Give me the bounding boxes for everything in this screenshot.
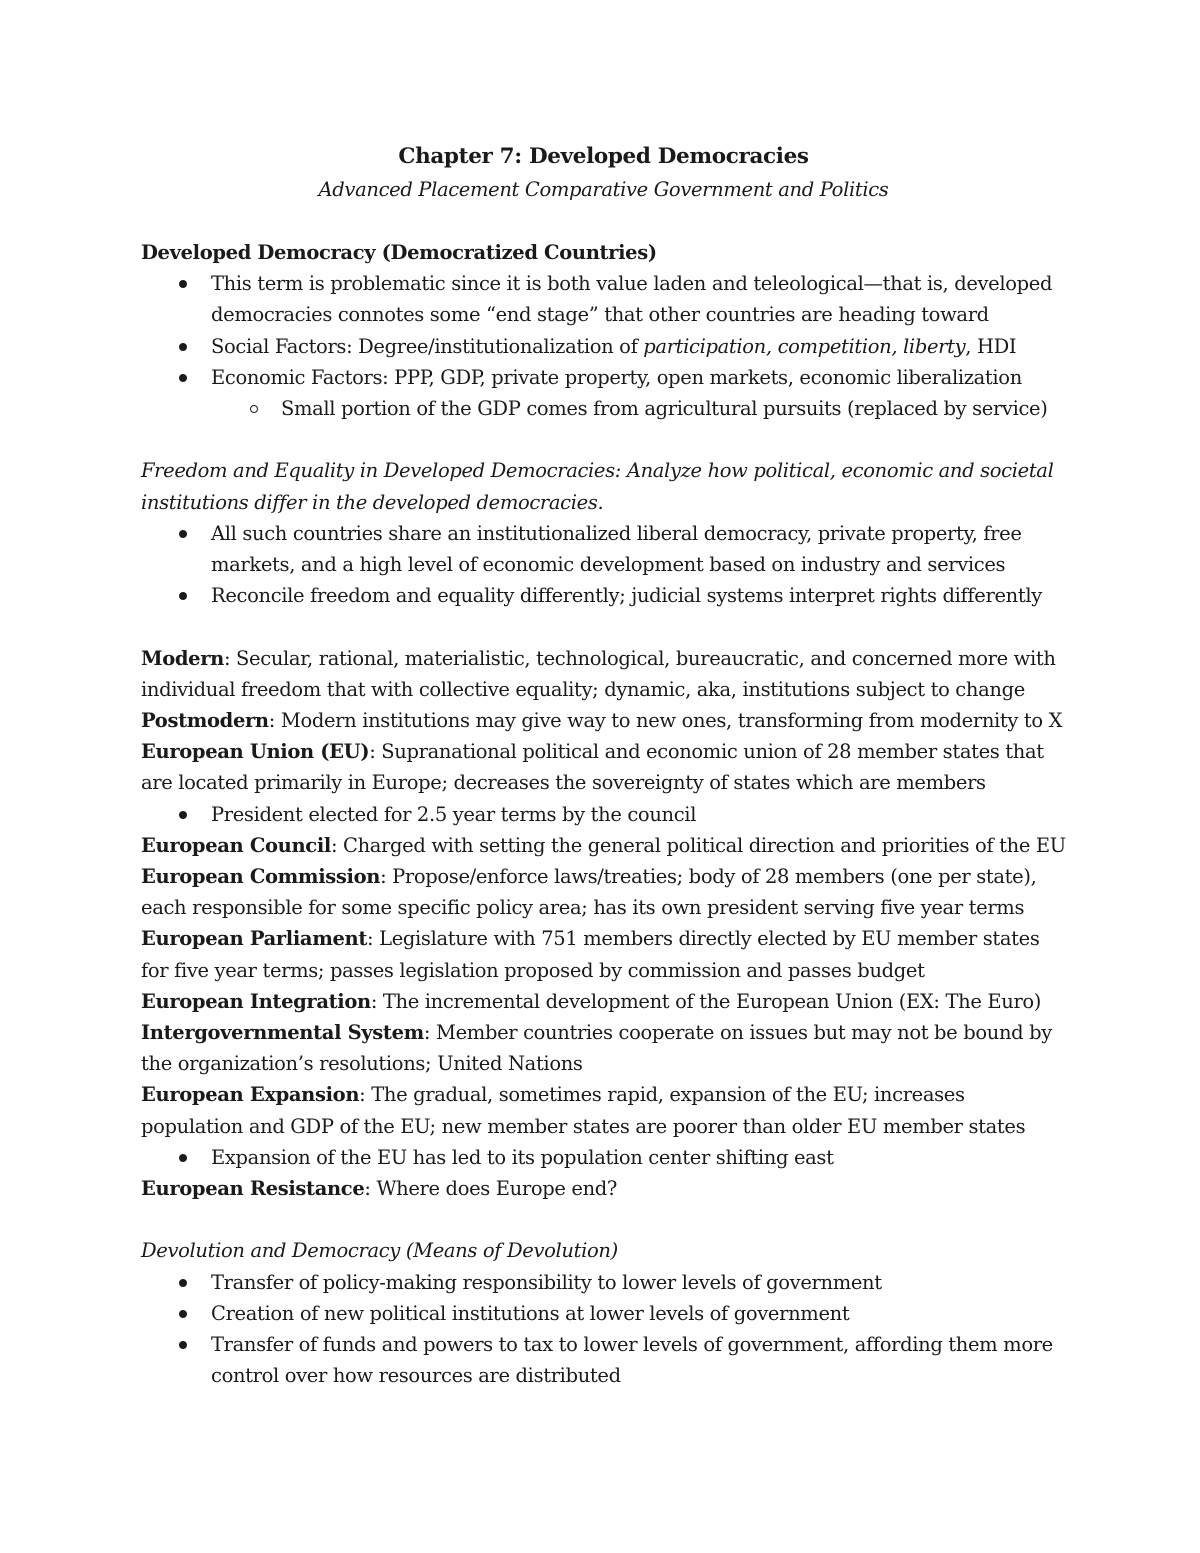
- list-item: Reconcile freedom and equality differently; judicial systems interpret rights differently: [211, 580, 1066, 611]
- term-definition: : The gradual, sometimes rapid, expansion of the EU; increases population and GDP of the EU; new member states are poorer than older EU member states: [141, 1083, 1026, 1138]
- section-heading-developed-democracy: Developed Democracy (Democratized Countries): [141, 241, 657, 264]
- list-item: All such countries share an institutionalized liberal democracy, private property, free markets, and a high level of economic development based on industry and services: [211, 518, 1066, 580]
- section-heading-freedom-equality: Freedom and Equality in Developed Democracies: Analyze how political, economic and societal institutions differ in the developed democracies.: [141, 459, 1054, 514]
- term-european-council: [141, 830, 1066, 861]
- list-item: Creation of new political institutions at lower levels of government: [211, 1298, 1066, 1329]
- term-definition: : Modern institutions may give way to new ones, transforming from modernity to X: [268, 709, 1063, 733]
- list-item-text: Social Factors: Degree/institutionalization of: [211, 334, 644, 358]
- term-label: European Integration: [141, 989, 371, 1013]
- page-title: Chapter 7: Developed Democracies: [398, 144, 809, 169]
- spacer: [141, 611, 1066, 642]
- list-item: This term is problematic since it is both value laden and teleological—that is, developed democracies connotes some “end stage” that other countries are heading toward: [211, 268, 1066, 330]
- list-item: Transfer of funds and powers to tax to lower levels of government, affording them more control over how resources are distributed: [211, 1329, 1066, 1391]
- term-modern: [141, 643, 1066, 705]
- term-definition: : Where does Europe end?: [364, 1177, 618, 1201]
- term-definition: : Secular, rational, materialistic, technological, bureaucratic, and concerned more with individual freedom that with collective equality; dynamic, aka, institutions subject to change: [141, 646, 1056, 701]
- list-item-text: , HDI: [965, 334, 1017, 358]
- term-european-union: [141, 736, 1066, 798]
- list-item-emphasis: participation, competition, liberty: [643, 334, 966, 358]
- term-label: Intergovernmental System: [141, 1021, 424, 1045]
- bullet-list: [141, 1267, 1066, 1392]
- term-definition: : Legislature with 751 members directly elected by EU member states for five year terms; passes legislation proposed by commission and passes budget: [141, 927, 1040, 982]
- term-definition: : Supranational political and economic union of 28 member states that are located primarily in Europe; decreases the sovereignty of states which are members: [141, 740, 1044, 795]
- term-definition: : Charged with setting the general political direction and priorities of the EU: [330, 833, 1066, 857]
- term-postmodern: [141, 705, 1066, 736]
- term-label: Postmodern: [141, 709, 269, 733]
- bullet-list: [141, 799, 1066, 830]
- term-label: European Parliament: [141, 927, 368, 951]
- list-item-text: Economic Factors: PPP, GDP, private property, open markets, economic liberalization: [211, 365, 1022, 389]
- term-label: Modern: [141, 646, 224, 670]
- section-heading-devolution: Devolution and Democracy (Means of Devolution): [141, 1239, 618, 1263]
- bullet-list: [141, 1142, 1066, 1173]
- bullet-list: [141, 268, 1066, 424]
- term-european-commission: [141, 861, 1066, 923]
- sub-list-item: Small portion of the GDP comes from agricultural pursuits (replaced by service): [281, 393, 1066, 424]
- term-label: European Union (EU): [141, 740, 370, 764]
- term-label: European Expansion: [141, 1083, 360, 1107]
- list-item: Transfer of policy-making responsibility to lower levels of government: [211, 1267, 1066, 1298]
- term-intergovernmental-system: [141, 1017, 1066, 1079]
- term-label: European Council: [141, 833, 331, 857]
- list-item: [211, 362, 1066, 424]
- bullet-list: [141, 518, 1066, 612]
- term-definition: : Member countries cooperate on issues but may not be bound by the organization’s resolutions; United Nations: [141, 1021, 1052, 1076]
- term-european-integration: [141, 986, 1066, 1017]
- term-european-expansion: [141, 1079, 1066, 1141]
- term-european-resistance: [141, 1173, 1066, 1204]
- spacer: [141, 424, 1066, 455]
- list-item: President elected for 2.5 year terms by the council: [211, 799, 1066, 830]
- term-european-parliament: [141, 923, 1066, 985]
- term-definition: : Propose/enforce laws/treaties; body of 28 members (one per state), each responsible for some specific policy area; has its own president serving five year terms: [141, 865, 1037, 920]
- list-item: Expansion of the EU has led to its population center shifting east: [211, 1142, 1066, 1173]
- list-item: [211, 331, 1066, 362]
- spacer: [141, 1204, 1066, 1235]
- term-label: European Commission: [141, 865, 381, 889]
- page-subtitle: Advanced Placement Comparative Government and Politics: [318, 178, 889, 201]
- sub-bullet-list: [211, 393, 1066, 424]
- document-page: [141, 140, 1066, 1391]
- term-label: European Resistance: [141, 1177, 365, 1201]
- term-definition: : The incremental development of the European Union (EX: The Euro): [370, 989, 1042, 1013]
